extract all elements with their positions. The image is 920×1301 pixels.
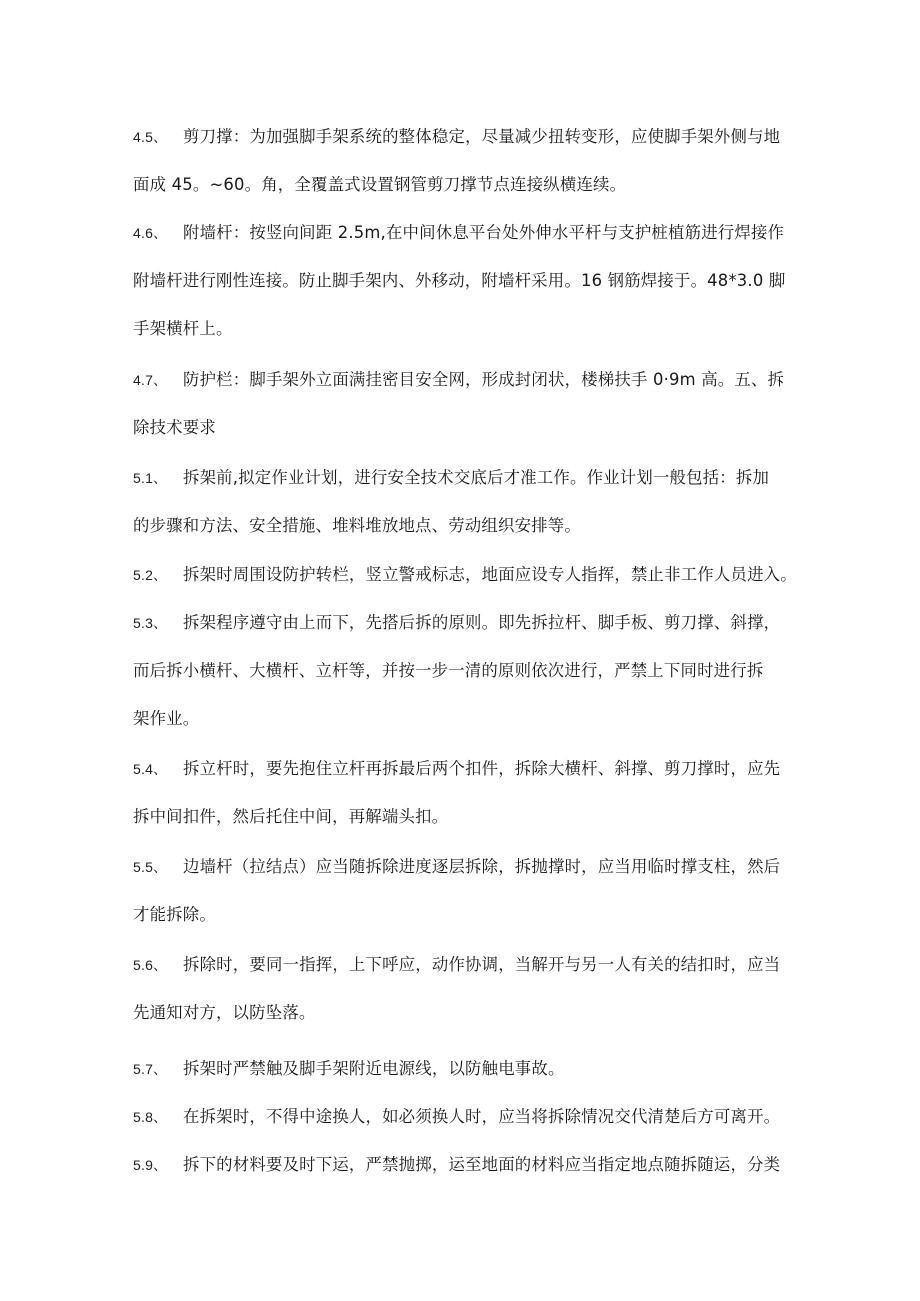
item-number: 5.1、 xyxy=(133,470,168,486)
line-text: 防护栏：脚手架外立面满挂密目安全网，形成封闭状，楼梯扶手 0·9m 高。五、拆 xyxy=(183,370,785,389)
line-text: 拆立杆时，要先抱住立杆再拆最后两个扣件，拆除大横杆、斜撑、剪刀撑时，应先 xyxy=(183,759,781,778)
line-text: 拆架前,拟定作业计划，进行安全技术交底后才准工作。作业计划一般包括：拆加 xyxy=(183,468,770,487)
text-line xyxy=(133,843,803,891)
item-number: 4.5、 xyxy=(133,129,168,145)
paragraph-4-7 xyxy=(133,356,803,452)
line-text: 边墙杆（拉结点）应当随拆除进度逐层拆除，拆抛撑时，应当用临时撑支柱，然后 xyxy=(183,857,781,876)
text-line: 拆中间扣件，然后托住中间，再解端头扣。 xyxy=(133,807,449,826)
text-line xyxy=(133,356,803,404)
text-line: 手架横杆上。 xyxy=(133,319,233,338)
text-line: 而后拆小横杆、大横杆、立杆等，并按一步一清的原则依次进行，严禁上下同时进行拆 xyxy=(133,661,764,680)
item-number: 5.2、 xyxy=(133,567,168,583)
text-line xyxy=(133,209,803,257)
item-number: 5.5、 xyxy=(133,859,168,875)
item-number: 5.7、 xyxy=(133,1061,168,1077)
text-line: 面成 45。~60。角，全覆盖式设置钢管剪刀撑节点连接纵横连续。 xyxy=(133,175,627,194)
text-line: 的步骤和方法、安全措施、堆料堆放地点、劳动组织安排等。 xyxy=(133,516,581,535)
text-line: 除技术要求 xyxy=(133,418,216,437)
text-line: 先通知对方，以防坠落。 xyxy=(133,1003,316,1022)
line-text: 在拆架时，不得中途换人，如必须换人时，应当将拆除情况交代清楚后方可离开。 xyxy=(183,1107,781,1126)
text-line xyxy=(133,454,803,502)
text-line xyxy=(133,599,803,647)
line-text: 拆架程序遵守由上而下，先搭后拆的原则。即先拆拉杆、脚手板、剪刀撑、斜撑， xyxy=(183,613,781,632)
paragraph-5-2 xyxy=(133,551,803,599)
item-number: 5.9、 xyxy=(133,1157,168,1173)
line-text: 剪刀撑：为加强脚手架系统的整体稳定，尽量减少扭转变形，应使脚手架外侧与地 xyxy=(183,127,781,146)
text-line xyxy=(133,1093,803,1141)
item-number: 4.7、 xyxy=(133,372,168,388)
item-number: 4.6、 xyxy=(133,225,168,241)
line-text: 拆架时严禁触及脚手架附近电源线，以防触电事故。 xyxy=(183,1059,565,1078)
item-number: 5.6、 xyxy=(133,957,168,973)
paragraph-5-6 xyxy=(133,941,803,1037)
text-line xyxy=(133,745,803,793)
line-text: 拆除时，要同一指挥，上下呼应，动作协调，当解开与另一人有关的结扣时，应当 xyxy=(183,955,781,974)
paragraph-5-8 xyxy=(133,1093,803,1141)
line-text: 拆架时周围设防护转栏，竖立警戒标志，地面应设专人指挥，禁止非工作人员进入。 xyxy=(183,565,797,584)
paragraph-5-5 xyxy=(133,843,803,939)
paragraph-5-7 xyxy=(133,1045,803,1093)
line-text: 拆下的材料要及时下运，严禁抛掷，运至地面的材料应当指定地点随拆随运，分类 xyxy=(183,1155,781,1174)
item-number: 5.8、 xyxy=(133,1109,168,1125)
text-line xyxy=(133,551,803,599)
paragraph-5-4 xyxy=(133,745,803,841)
line-text: 附墙杆：按竖向间距 2.5m,在中间休息平台处外伸水平杆与支护桩植筋进行焊接作 xyxy=(183,223,785,242)
text-line: 架作业。 xyxy=(133,709,200,728)
paragraph-4-6 xyxy=(133,209,803,353)
paragraph-5-3 xyxy=(133,599,803,743)
text-line: 才能拆除。 xyxy=(133,905,216,924)
text-line xyxy=(133,941,803,989)
item-number: 5.4、 xyxy=(133,761,168,777)
text-line: 附墙杆进行刚性连接。防止脚手架内、外移动，附墙杆采用。16 钢筋焊接于。48*3.0 脚 xyxy=(133,271,786,290)
text-line xyxy=(133,113,803,161)
text-line xyxy=(133,1045,803,1093)
paragraph-5-1 xyxy=(133,454,803,550)
paragraph-5-9 xyxy=(133,1141,803,1189)
text-line xyxy=(133,1141,803,1189)
item-number: 5.3、 xyxy=(133,615,168,631)
paragraph-4-5 xyxy=(133,113,803,209)
